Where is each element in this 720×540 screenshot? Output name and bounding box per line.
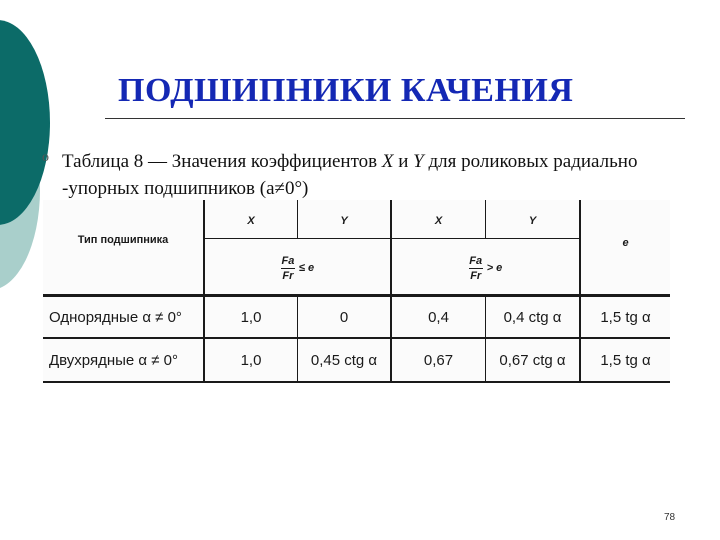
bullet-icon: o (42, 150, 49, 165)
table-cell: 0,67 (423, 351, 454, 369)
table-cell: 0,45 ctg α (310, 351, 378, 369)
table-cell: 1,5 tg α (600, 351, 651, 369)
table-cell: 0,4 ctg α (503, 308, 562, 326)
table-row-label: Двухрядные α ≠ 0° (49, 351, 179, 369)
coefficients-table (43, 200, 670, 383)
condition-gt (392, 248, 579, 288)
table-cell: 0,4 (428, 308, 449, 326)
header-y2: Y (528, 215, 537, 227)
caption-suffix: для роликовых радиально (423, 151, 638, 172)
table-cell: 0,67 ctg α (499, 351, 566, 369)
condition-op: ≤ e (298, 262, 315, 274)
caption-prefix: Таблица 8 — Значения коэффициентов (62, 151, 382, 172)
table-cell: 1,0 (240, 308, 262, 326)
caption-line2: -упорных подшипников (a≠0°) (62, 178, 309, 199)
header-x1: X (247, 215, 255, 227)
table-cell: 1,5 tg α (600, 308, 651, 326)
frac-den: Fr (282, 269, 294, 282)
caption-var-x: X (381, 151, 394, 172)
page-number: 78 (664, 512, 676, 523)
condition-le (205, 248, 390, 288)
frac-num: Fa (281, 254, 295, 267)
table-cell: 1,0 (240, 351, 262, 369)
table-caption (62, 148, 702, 202)
frac-num: Fa (469, 254, 483, 267)
header-x2: X (434, 215, 443, 227)
caption-and: и (393, 151, 414, 172)
header-y1: Y (340, 215, 348, 227)
table-cell: 0 (339, 308, 349, 326)
header-e: e (622, 237, 629, 249)
slide-title: ПОДШИПНИКИ КАЧЕНИЯ (118, 72, 574, 109)
decor-circle-dark (0, 20, 50, 225)
header-type: Тип подшипника (77, 234, 169, 246)
title-divider (105, 118, 685, 119)
table-rule (43, 381, 670, 383)
caption-var-y: Y (413, 151, 424, 172)
frac-den: Fr (470, 269, 482, 282)
table-row-label: Однорядные α ≠ 0° (49, 308, 182, 326)
condition-op: > e (486, 262, 503, 274)
